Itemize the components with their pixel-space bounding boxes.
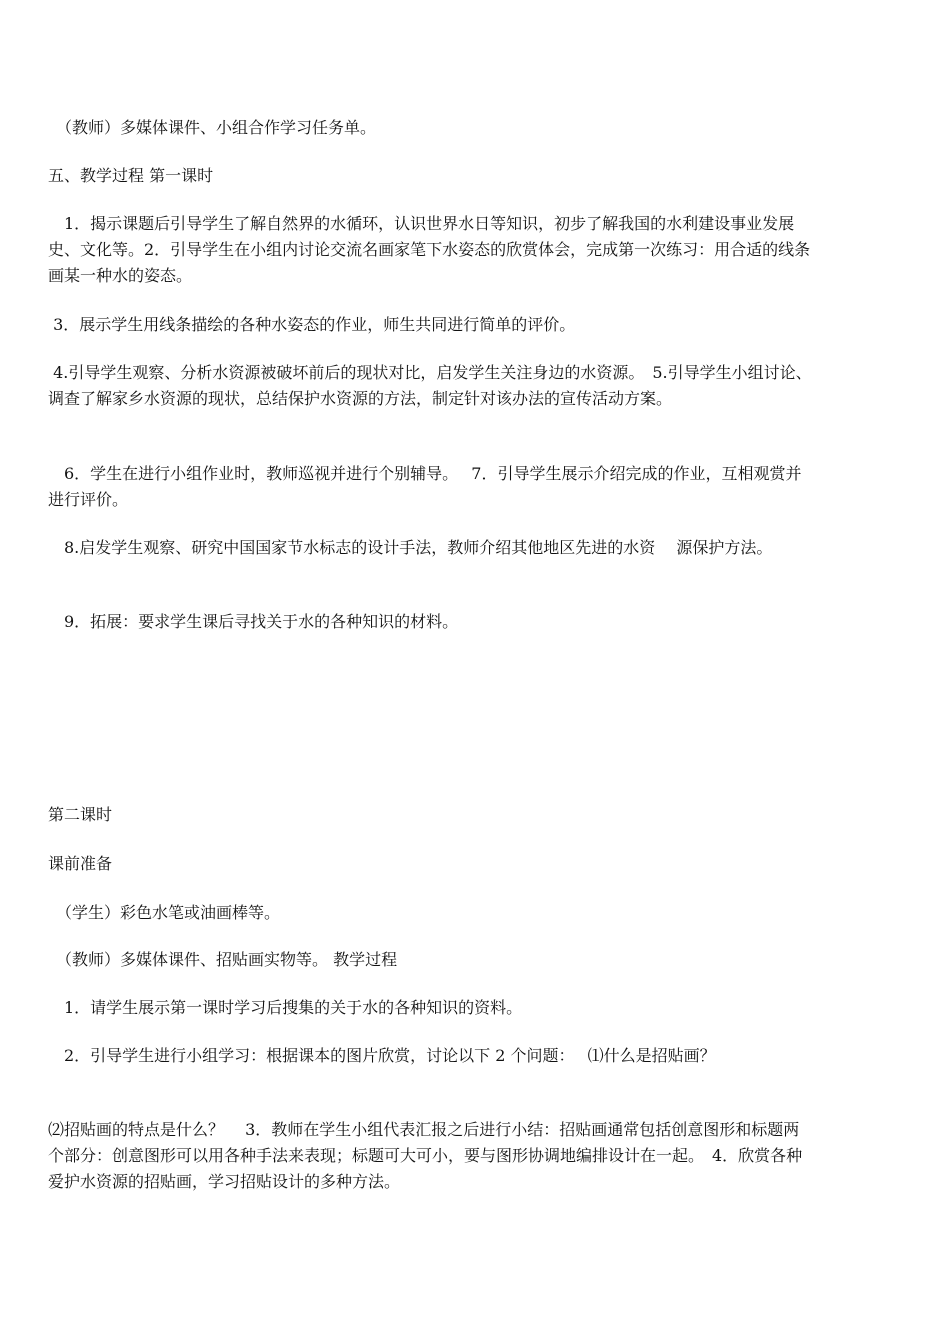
student-prep-paragraph: （学生）彩色水笔或油画棒等。 bbox=[48, 903, 281, 922]
teacher-prep-paragraph: （教师）多媒体课件、小组合作学习任务单。 bbox=[48, 118, 377, 137]
step-3-paragraph: 3．展示学生用线条描绘的各种水姿态的作业，师生共同进行简单的评价。 bbox=[48, 315, 576, 334]
step-2-3-4-paragraph: ⑵招贴画的特点是什么？ 3．教师在学生小组代表汇报之后进行小结：招贴画通常包括创意图形和标题两个部分：创意图形可以用各种手法来表现；标题可大可小，要与图形协调地编排设计在一起。 4．欣赏各种爱护水资源的招贴画，学习招贴设计的多种方法。 bbox=[48, 1120, 803, 1191]
step-9-paragraph: 9．拓展：要求学生课后寻找关于水的各种知识的材料。 bbox=[48, 612, 459, 631]
step-1-b-paragraph: 1．请学生展示第一课时学习后搜集的关于水的各种知识的资料。 bbox=[48, 998, 523, 1017]
step-4-5-paragraph: 4.引导学生观察、分析水资源被破坏前后的现状对比，启发学生关注身边的水资源。 5.引导学生小组讨论、调查了解家乡水资源的现状，总结保护水资源的方法，制定针对该办法的宣传活动方案。 bbox=[48, 363, 812, 408]
step-1-2-paragraph: 1．揭示课题后引导学生了解自然界的水循环，认识世界水日等知识，初步了解我国的水利建设事业发展史、文化等。2．引导学生在小组内讨论交流名画家笔下水姿态的欣赏体会，完成第一次练习：用合适的线条画某一种水的姿态。 bbox=[48, 214, 811, 285]
prep-heading: 课前准备 bbox=[48, 854, 113, 873]
step-2-b-paragraph: 2．引导学生进行小组学习：根据课本的图片欣赏，讨论以下 2 个问题： ⑴什么是招贴画？ bbox=[48, 1046, 716, 1065]
second-lesson-heading: 第二课时 bbox=[48, 805, 113, 824]
teacher-prep-2-paragraph: （教师）多媒体课件、招贴画实物等。 教学过程 bbox=[48, 950, 398, 969]
process-heading: 五、教学过程 第一课时 bbox=[48, 166, 214, 185]
step-6-7-paragraph: 6．学生在进行小组作业时，教师巡视并进行个别辅导。 7．引导学生展示介绍完成的作业，互相观赏并进行评价。 bbox=[48, 464, 802, 509]
step-8-paragraph: 8.启发学生观察、研究中国国家节水标志的设计手法，教师介绍其他地区先进的水资 源保护方法。 bbox=[48, 538, 773, 557]
